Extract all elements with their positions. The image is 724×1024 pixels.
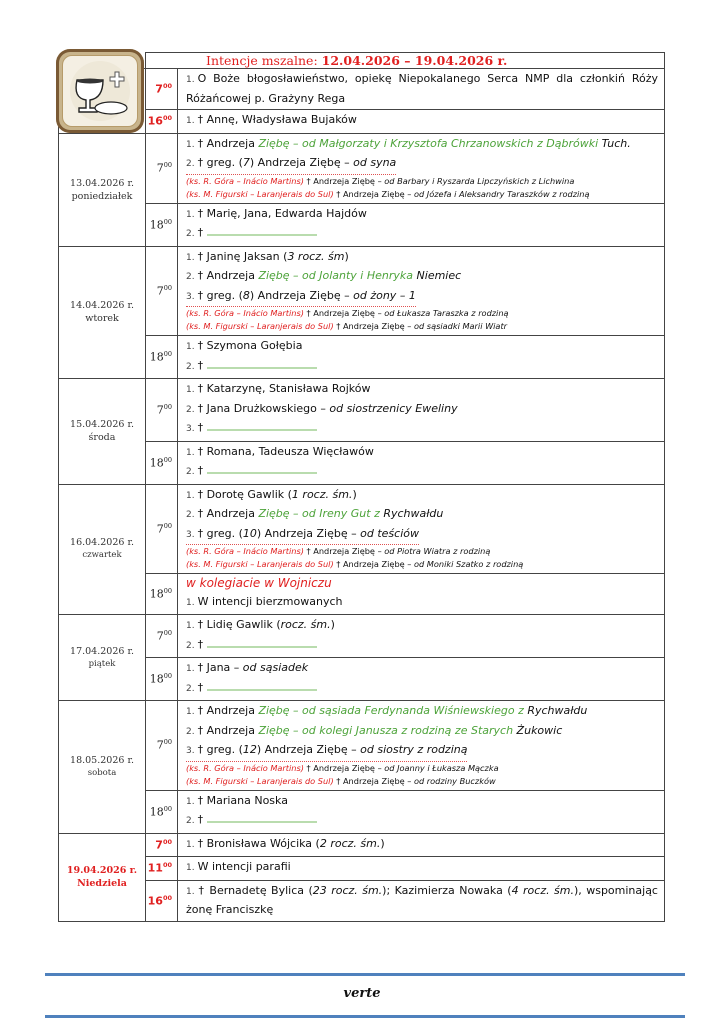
mass-row — [59, 441, 665, 484]
mass-time: $7^{00}$ — [146, 246, 178, 336]
intention-cell: 1. † Lidię Gawlik (rocz. śm.) 2. † — [178, 615, 665, 658]
day-label: 18.05.2026 r. sobota — [59, 701, 146, 834]
mass-row — [59, 110, 665, 134]
mass-row — [59, 880, 665, 921]
intention-cell: 1. † Janinę Jaksan (3 rocz. śm) 2. † Andrzeja Ziębę – od Jolanty i Henryka Niemiec 3. † greg. (8) Andrzeja Ziębę – od żony – 1 (ks. R. Góra – Inácio Martins) † Andrzeja Ziębę – od Łukasza Taraszka z rodziną (ks. M. Figurski – Laranjerais do Sul) † Andrzeja Ziębę – od sąsiadki Marii Wiatr — [178, 246, 665, 336]
intention-cell: 1. † Katarzynę, Stanisława Rojków 2. † Jana Drużkowskiego – od siostrzenicy Eweliny 3. † — [178, 379, 665, 442]
mass-time: $16^{00}$ — [146, 880, 178, 921]
day-label: 19.04.2026 r. Niedziela — [59, 833, 146, 921]
intention-cell: 1. † Bronisława Wójcika (2 rocz. śm.) — [178, 833, 665, 857]
day-label: 17.04.2026 r. piątek — [59, 615, 146, 701]
blank-slot — [207, 811, 317, 823]
blank-slot — [207, 462, 317, 474]
mass-row — [59, 203, 665, 246]
intention-cell: 1. O Boże błogosławieństwo, opiekę Niepokalanego Serca NMP dla członkiń Róży Różańcowej p. Grażyny Rega — [178, 69, 665, 110]
mass-time: $18^{00}$ — [146, 574, 178, 615]
intention-cell: 1. † Marię, Jana, Edwarda Hajdów 2. † — [178, 203, 665, 246]
blank-slot — [207, 636, 317, 648]
mass-time: $18^{00}$ — [146, 441, 178, 484]
mass-intentions-table — [58, 52, 665, 922]
intention-cell: 1. † Andrzeja Ziębę – od Małgorzaty i Krzysztofa Chrzanowskich z Dąbrówki Tuch. 2. † greg. (7) Andrzeja Ziębę – od syna (ks. R. Góra – Inácio Martins) † Andrzeja Ziębę – od Barbary i Ryszarda Lipczyńskich z Lichwina (ks. M. Figurski – Laranjerais do Sul) † Andrzeja Ziębę – od Józefa i Aleksandry Taraszków z rodziną — [178, 133, 665, 203]
mass-time: $18^{00}$ — [146, 658, 178, 701]
mass-row — [59, 379, 665, 442]
intention-cell: 1. † Dorotę Gawlik (1 rocz. śm.) 2. † Andrzeja Ziębę – od Ireny Gut z Rychwałdu 3. † greg. (10) Andrzeja Ziębę – od teściów (ks. R. Góra – Inácio Martins) † Andrzeja Ziębę – od Piotra Wiatra z rodziną (ks. M. Figurski – Laranjerais do Sul) † Andrzeja Ziębę – od Moniki Szatko z rodziną — [178, 484, 665, 574]
mass-row — [59, 336, 665, 379]
mass-time: $18^{00}$ — [146, 336, 178, 379]
mass-time: $18^{00}$ — [146, 203, 178, 246]
header-row — [59, 53, 665, 69]
mass-time: $7^{00}$ — [146, 69, 178, 110]
day-label: 15.04.2026 r. środa — [59, 379, 146, 485]
mass-time: $7^{00}$ — [146, 615, 178, 658]
footer-rule-bottom — [45, 1015, 685, 1018]
mass-time: $7^{00}$ — [146, 133, 178, 203]
blank-slot — [207, 357, 317, 369]
blank-slot — [207, 224, 317, 236]
chalice-host-cross-icon — [56, 49, 144, 133]
intention-cell: 1. † Mariana Noska 2. † — [178, 790, 665, 833]
intention-cell: 1. † Andrzeja Ziębę – od sąsiada Ferdynanda Wiśniewskiego z Rychwałdu 2. † Andrzeja Ziębę – od kolegi Janusza z rodziną ze Starych Żukowic 3. † greg. (12) Andrzeja Ziębę – od siostry z rodziną (ks. R. Góra – Inácio Martins) † Andrzeja Ziębę – od Joanny i Łukasza Mączka (ks. M. Figurski – Laranjerais do Sul) † Andrzeja Ziębę – od rodziny Buczków — [178, 701, 665, 791]
mass-time: $11^{00}$ — [146, 857, 178, 881]
blank-slot — [207, 679, 317, 691]
mass-row — [59, 246, 665, 336]
day-label: 16.04.2026 r. czwartek — [59, 484, 146, 615]
mass-row — [59, 790, 665, 833]
day-label: 14.04.2026 r. wtorek — [59, 246, 146, 379]
intention-cell: 1. † Jana – od sąsiadek 2. † — [178, 658, 665, 701]
mass-row — [59, 133, 665, 203]
intention-cell: 1. † Szymona Gołębia 2. † — [178, 336, 665, 379]
mass-row — [59, 857, 665, 881]
footer-rule-top — [45, 973, 685, 976]
intention-cell: w kolegiacie w Wojniczu 1. W intencji bierzmowanych — [178, 574, 665, 615]
day-label: 13.04.2026 r. poniedziałek — [59, 133, 146, 246]
mass-row — [59, 701, 665, 791]
intention-cell: 1. † Annę, Władysława Bujaków — [178, 110, 665, 134]
mass-row — [59, 484, 665, 574]
mass-row — [59, 833, 665, 857]
mass-time: $16^{00}$ — [146, 110, 178, 134]
mass-time: $7^{00}$ — [146, 701, 178, 791]
footer-verte: verte — [343, 986, 381, 1001]
page-title: Intencje mszalne: 12.04.2026 – 19.04.2026 r. — [146, 53, 665, 69]
mass-time: $7^{00}$ — [146, 379, 178, 442]
mass-time: $7^{00}$ — [146, 833, 178, 857]
mass-row — [59, 69, 665, 110]
mass-time: $18^{00}$ — [146, 790, 178, 833]
intention-cell: 1. W intencji parafii — [178, 857, 665, 881]
mass-row — [59, 658, 665, 701]
mass-row — [59, 574, 665, 615]
mass-location: w kolegiacie w Wojniczu — [186, 576, 332, 590]
intention-cell: 1. † Bernadetę Bylica (23 rocz. śm.); Kazimierza Nowaka (4 rocz. śm.), wspominając żonę Franciszkę — [178, 880, 665, 921]
intention-cell: 1. † Romana, Tadeusza Więcławów 2. † — [178, 441, 665, 484]
mass-time: $7^{00}$ — [146, 484, 178, 574]
mass-row — [59, 615, 665, 658]
blank-slot — [207, 419, 317, 431]
